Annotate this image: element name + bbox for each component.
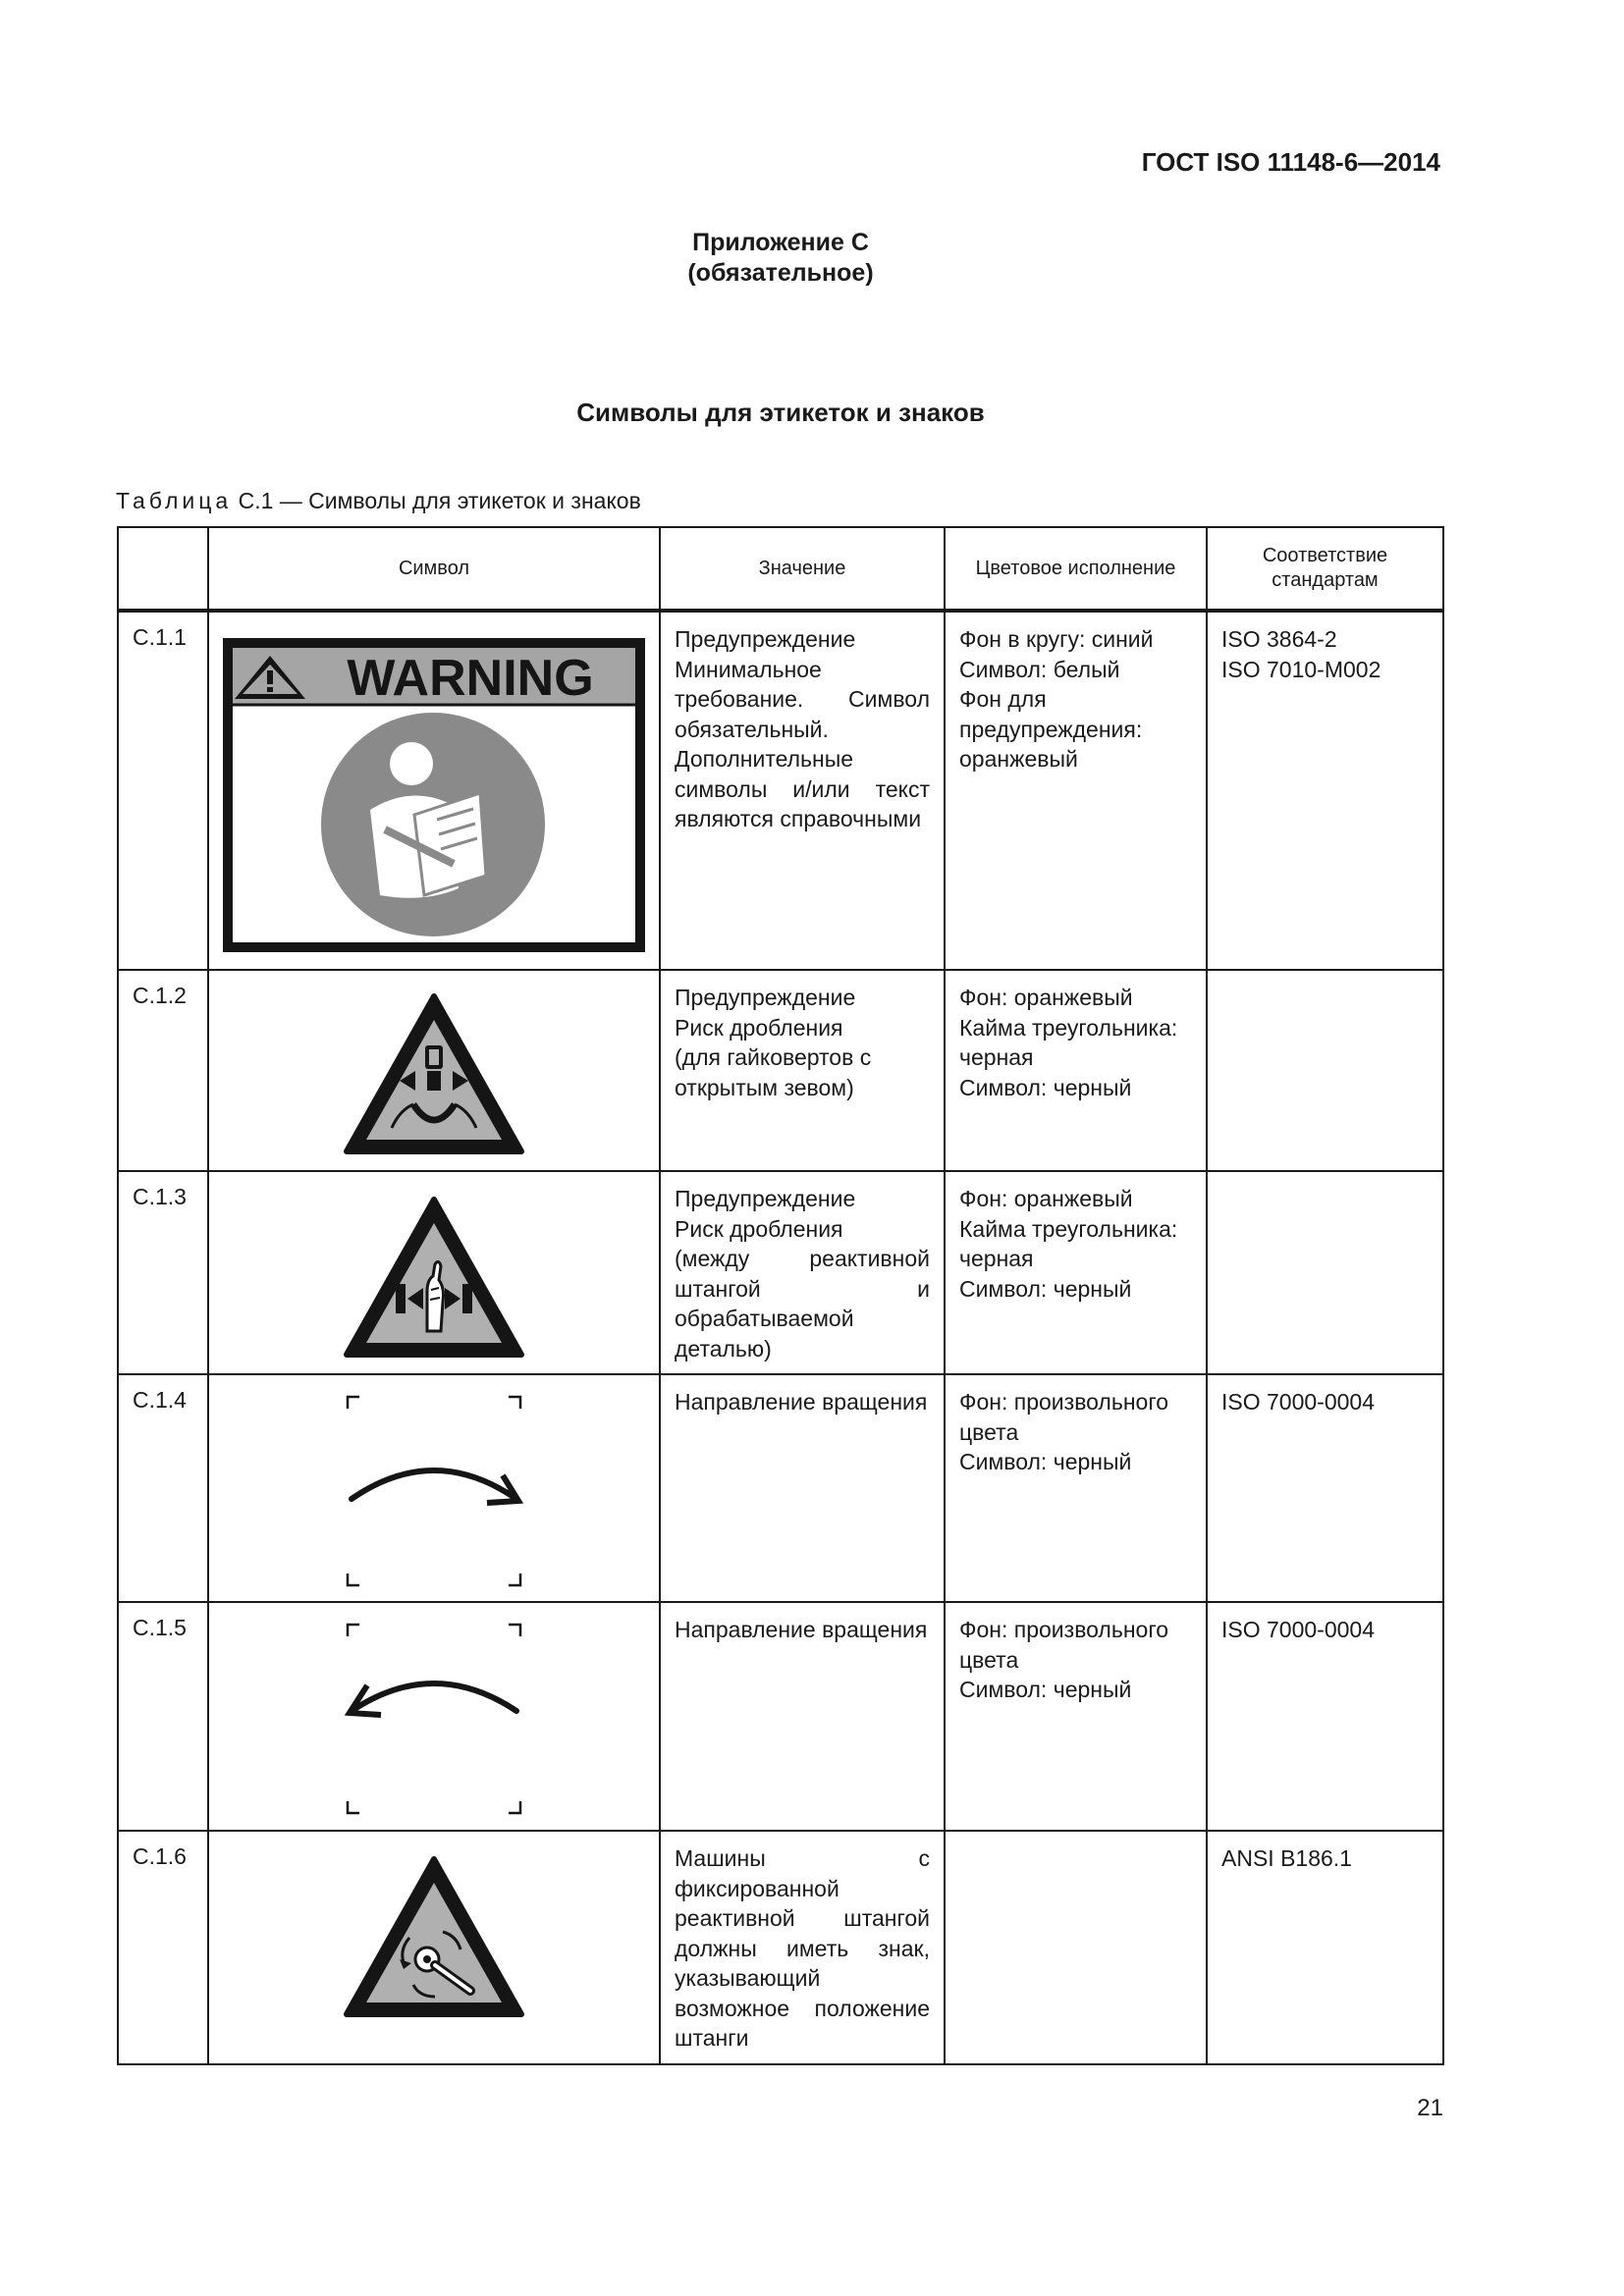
section-title: Символы для этикеток и знаков	[576, 398, 985, 427]
row-color	[945, 1374, 1207, 1602]
warning-read-manual-icon	[223, 638, 645, 952]
row-symbol	[208, 611, 660, 970]
color-line: Символ: черный	[959, 1677, 1132, 1702]
row-color	[945, 1602, 1207, 1831]
meaning-line: Направление вращения	[675, 1389, 928, 1415]
header-standard: Соответствие стандартам	[1207, 527, 1443, 611]
crush-hazard-hand-icon	[341, 1194, 527, 1361]
table-row	[118, 1831, 1443, 2064]
table-row	[118, 1374, 1443, 1602]
row-code: С.1.5	[118, 1602, 208, 1831]
row-meaning	[660, 1171, 945, 1374]
row-color	[945, 1171, 1207, 1374]
table-row	[118, 1171, 1443, 1374]
color-line: Фон: оранжевый	[959, 985, 1133, 1010]
row-standard	[1207, 1171, 1443, 1374]
standard-line: ISO 7000-0004	[1221, 1617, 1376, 1642]
meaning-line: Машины с фиксированной реактивной штангой должны иметь знак, указывающий возможное положение штанги	[675, 1845, 930, 2051]
standard-line: ISO 7000-0004	[1221, 1389, 1376, 1415]
row-standard	[1207, 611, 1443, 970]
color-line: Фон: произвольного цвета	[959, 1389, 1169, 1445]
meaning-line: (между реактивной штангой и обрабатываемой деталью)	[675, 1246, 930, 1362]
document-code: ГОСТ ISO 11148-6—2014	[1141, 147, 1440, 177]
annex-title: Приложение С	[692, 229, 869, 256]
meaning-line: Направление вращения	[675, 1617, 928, 1642]
meaning-line: Предупреждение	[675, 1186, 856, 1211]
row-standard	[1207, 970, 1443, 1171]
meaning-line: Минимальное требование. Символ обязательный. Дополнительные символы и/или текст являются справочными	[675, 656, 930, 831]
row-color	[945, 611, 1207, 970]
row-symbol	[208, 1374, 660, 1602]
color-line: Символ: черный	[959, 1074, 1132, 1100]
table-row	[118, 970, 1443, 1171]
row-code: С.1.2	[118, 970, 208, 1171]
page-number: 21	[1417, 2095, 1443, 2121]
color-line: Символ: черный	[959, 1275, 1132, 1302]
row-meaning	[660, 611, 945, 970]
table-row	[118, 611, 1443, 970]
table-caption-text: С.1 — Символы для этикеток и знаков	[238, 488, 641, 513]
color-line: Кайма треугольника: черная	[959, 1014, 1178, 1070]
annex-status: (обязательное)	[687, 259, 874, 287]
row-standard	[1207, 1831, 1443, 2064]
color-line: Символ: черный	[959, 1449, 1132, 1474]
row-meaning	[660, 1374, 945, 1602]
meaning-line: (для гайковертов с открытым зевом)	[675, 1044, 872, 1100]
standard-line: ANSI B186.1	[1221, 1845, 1352, 1871]
reaction-bar-position-warning-icon	[341, 1853, 527, 2020]
row-code: С.1.4	[118, 1374, 208, 1602]
row-color	[945, 970, 1207, 1171]
header-code	[118, 527, 208, 611]
crush-hazard-open-wrench-icon	[341, 990, 527, 1157]
table-caption-label: Таблица	[116, 488, 233, 513]
row-meaning	[660, 1602, 945, 1831]
row-code: С.1.3	[118, 1171, 208, 1374]
row-code: С.1.6	[118, 1831, 208, 2064]
symbols-table	[117, 526, 1444, 2065]
color-line: Фон: оранжевый	[959, 1186, 1133, 1211]
standard-line: ISO 3864-2	[1221, 626, 1337, 652]
row-code: С.1.1	[118, 611, 208, 970]
meaning-line: Предупреждение	[675, 626, 856, 652]
header-meaning: Значение	[660, 527, 945, 611]
row-standard	[1207, 1602, 1443, 1831]
meaning-line: Риск дробления	[675, 1014, 843, 1041]
row-symbol	[208, 1831, 660, 2064]
color-line: Символ: белый	[959, 656, 1120, 682]
row-standard	[1207, 1374, 1443, 1602]
row-symbol	[208, 1602, 660, 1831]
color-line: Фон: произвольного цвета	[959, 1617, 1169, 1673]
header-color: Цветовое исполнение	[945, 527, 1207, 611]
annex-heading	[0, 228, 1561, 289]
table-row	[118, 1602, 1443, 1831]
color-line: Фон в кругу: синий	[959, 626, 1154, 652]
rotation-counterclockwise-arrow-icon	[336, 1621, 532, 1817]
standard-line: ISO 7010-M002	[1221, 656, 1381, 682]
row-symbol	[208, 970, 660, 1171]
color-line: Кайма треугольника: черная	[959, 1215, 1178, 1271]
rotation-clockwise-arrow-icon	[336, 1393, 532, 1589]
meaning-line: Предупреждение	[675, 985, 856, 1010]
row-meaning	[660, 1831, 945, 2064]
color-line: Фон для предупреждения: оранжевый	[959, 686, 1143, 772]
meaning-line: Риск дробления	[675, 1215, 843, 1242]
table-caption	[116, 488, 641, 514]
table-header-row	[118, 527, 1443, 611]
row-symbol	[208, 1171, 660, 1374]
row-meaning	[660, 970, 945, 1171]
row-color	[945, 1831, 1207, 2064]
warning-word: WARNING	[347, 650, 594, 707]
header-symbol: Символ	[208, 527, 660, 611]
